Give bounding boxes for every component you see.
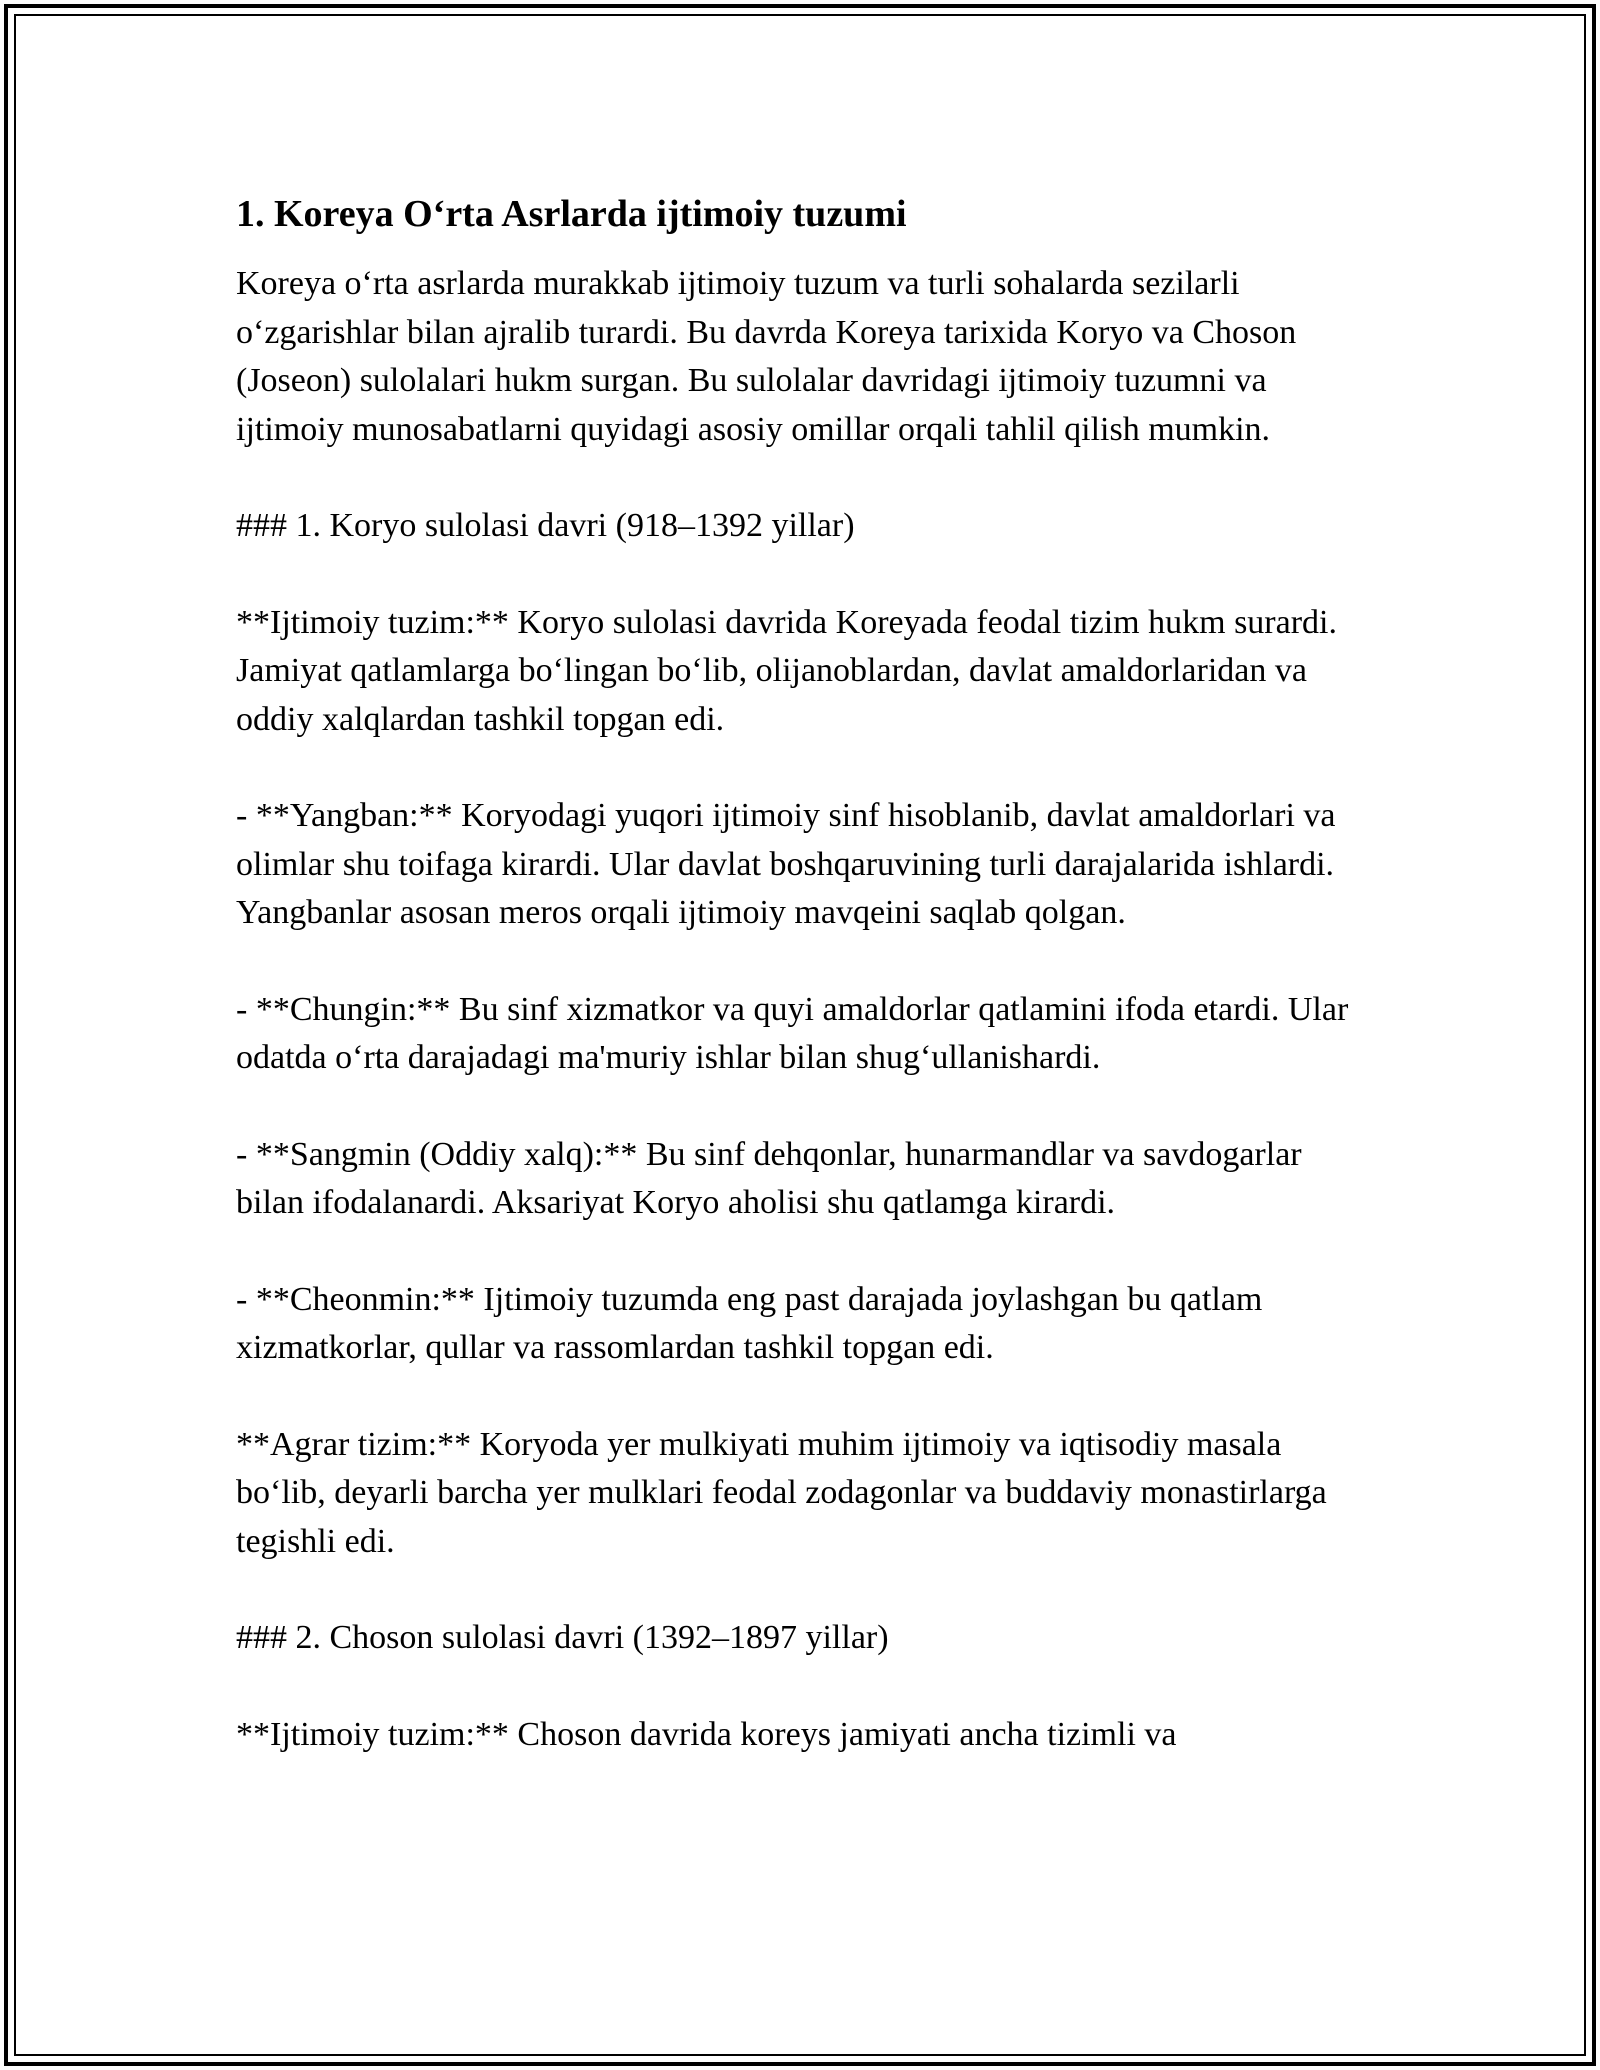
list-item-chungin: - **Chungin:** Bu sinf xizmatkor va quyi amaldorlar qatlamini ifoda etardi. Ular odatda o‘rta darajadagi ma'muriy ishlar bilan shug‘ullanishardi.	[236, 990, 1349, 1076]
document-body	[236, 184, 1376, 1807]
list-item-yangban: - **Yangban:** Koryodagi yuqori ijtimoiy sinf hisoblanib, davlat amaldorlari va olimlar shu toifaga kirardi. Ular davlat boshqaruvining turli darajalarida ishlardi. Yangbanlar asosan meros orqali ijtimoiy mavqeini saqlab qolgan.	[236, 797, 1336, 931]
document-title: 1. Koreya O‘rta Asrlarda ijtimoiy tuzumi	[236, 193, 907, 235]
paragraph-choson-social-system: **Ijtimoiy tuzim:** Choson davrida koreys jamiyati ancha tizimli va	[236, 1715, 1177, 1753]
section-heading-koryo: ### 1. Koryo sulolasi davri (918–1392 yillar)	[236, 507, 855, 544]
paragraph-agrarian-system: **Agrar tizim:** Koryoda yer mulkiyati muhim ijtimoiy va iqtisodiy masala bo‘lib, deyarli barcha yer mulklari feodal zodagonlar va buddaviy monastirlarga tegishli edi.	[236, 1425, 1327, 1560]
paragraph-koryo-social-system: **Ijtimoiy tuzim:** Koryo sulolasi davrida Koreyada feodal tizim hukm surardi. Jamiyat qatlamlarga bo‘lingan bo‘lib, olijanoblardan, davlat amaldorlaridan va oddiy xalqlardan tashkil topgan edi.	[236, 603, 1337, 738]
list-item-sangmin: - **Sangmin (Oddiy xalq):** Bu sinf dehqonlar, hunarmandlar va savdogarlar bilan ifodalanardi. Aksariyat Koryo aholisi shu qatlamga kirardi.	[236, 1135, 1302, 1221]
list-item-cheonmin: - **Cheonmin:** Ijtimoiy tuzumda eng past darajada joylashgan bu qatlam xizmatkorlar, qullar va rassomlardan tashkil topgan edi.	[236, 1280, 1263, 1366]
paragraph-intro: Koreya o‘rta asrlarda murakkab ijtimoiy tuzum va turli sohalarda sezilarli o‘zgarishlar bilan ajralib turardi. Bu davrda Koreya tarixida Koryo va Choson (Joseon) sulolalari hukm surgan. Bu sulolalar davridagi ijtimoiy tuzumni va ijtimoiy munosabatlarni quyidagi asosiy omillar orqali tahlil qilish mumkin.	[236, 265, 1297, 448]
section-heading-choson: ### 2. Choson sulolasi davri (1392–1897 yillar)	[236, 1619, 889, 1656]
